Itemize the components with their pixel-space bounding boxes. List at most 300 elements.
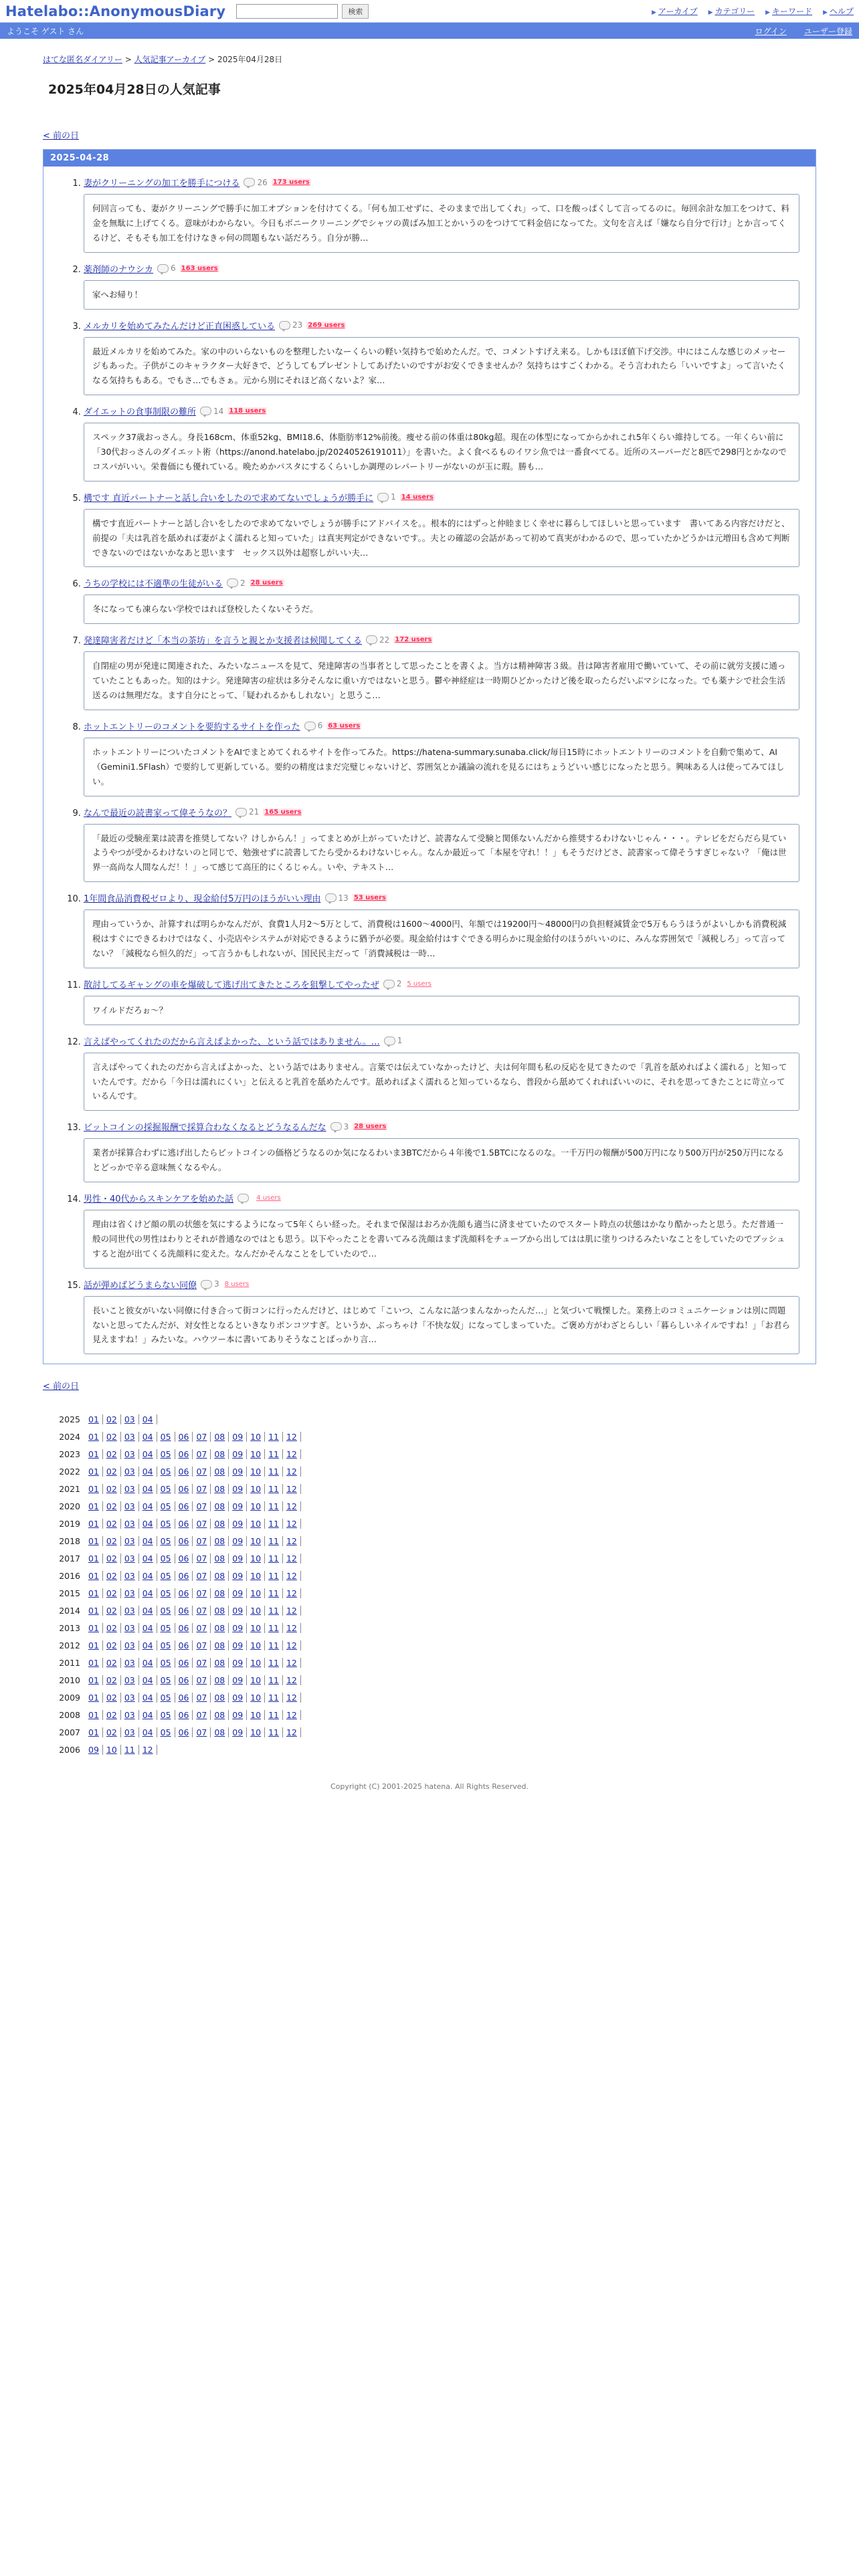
archive-month-link[interactable]: 12 [139, 1745, 157, 1755]
register-link[interactable]: ユーザー登録 [803, 26, 852, 36]
entry-title-link[interactable]: 6. うちの学校には不適準の生徒がいる [84, 579, 223, 590]
archive-month-link[interactable]: 08 [211, 1675, 229, 1685]
archive-month-link[interactable]: 04 [139, 1675, 157, 1685]
archive-month-link[interactable]: 06 [175, 1571, 193, 1581]
archive-month-link[interactable]: 10 [247, 1553, 265, 1564]
comment-count[interactable] [304, 721, 323, 730]
archive-month-link[interactable]: 09 [229, 1501, 247, 1511]
archive-month-link[interactable]: 01 [88, 1484, 103, 1494]
bookmark-users-badge[interactable]: 173 users [272, 179, 310, 186]
entry-head [84, 262, 805, 275]
archive-month-link[interactable]: 09 [229, 1623, 247, 1633]
archive-month-link[interactable]: 08 [211, 1727, 229, 1737]
archive-month-link[interactable]: 12 [283, 1606, 301, 1616]
archive-month-link[interactable]: 05 [157, 1467, 175, 1477]
archive-month-link[interactable]: 03 [121, 1640, 139, 1650]
archive-month-link[interactable]: 03 [121, 1710, 139, 1720]
archive-month-link[interactable]: 09 [229, 1519, 247, 1529]
archive-month-link[interactable]: 01 [88, 1501, 103, 1511]
archive-month-link[interactable]: 04 [139, 1432, 157, 1442]
archive-month-link[interactable]: 09 [229, 1432, 247, 1442]
comment-count[interactable] [200, 407, 223, 416]
bookmark-users-badge[interactable]: 163 users [181, 264, 218, 272]
archive-month-link[interactable]: 03 [121, 1536, 139, 1546]
archive-year: 2019 [59, 1518, 80, 1529]
archive-month-link[interactable]: 12 [283, 1588, 301, 1598]
search-button[interactable]: 検索 [342, 4, 369, 19]
archive-month-link[interactable]: 08 [211, 1553, 229, 1564]
archive-month-link[interactable]: 02 [103, 1571, 121, 1581]
entry-title-link[interactable]: 2. 薬剤師のナウシカ [84, 264, 154, 275]
archive-month-link[interactable]: 11 [265, 1658, 283, 1668]
archive-month-link[interactable]: 12 [283, 1693, 301, 1703]
entry-head [84, 491, 805, 504]
archive-month-link[interactable]: 05 [157, 1693, 175, 1703]
archive-month-link[interactable]: 07 [193, 1693, 211, 1703]
archive-month-link[interactable]: 06 [175, 1693, 193, 1703]
archive-month-link[interactable]: 04 [139, 1536, 157, 1546]
archive-month-link[interactable]: 09 [229, 1606, 247, 1616]
archive-month-link[interactable]: 09 [229, 1640, 247, 1650]
bookmark-users-badge[interactable]: 4 users [256, 1194, 281, 1202]
archive-month-link[interactable]: 01 [88, 1414, 103, 1424]
archive-month-link[interactable]: 05 [157, 1484, 175, 1494]
entry-title-link[interactable]: 3. メルカリを始めてみたんだけど正直困惑している [84, 321, 276, 332]
archive-month-link[interactable]: 06 [175, 1432, 193, 1442]
archive-month-link[interactable]: 08 [211, 1484, 229, 1494]
archive-month-link[interactable]: 10 [247, 1536, 265, 1546]
archive-month-link[interactable]: 11 [265, 1588, 283, 1598]
archive-month-link[interactable]: 01 [88, 1727, 103, 1737]
archive-month-link[interactable]: 11 [265, 1710, 283, 1720]
archive-month-link[interactable]: 05 [157, 1710, 175, 1720]
bookmark-users-badge[interactable]: 28 users [250, 579, 283, 587]
archive-month-link[interactable]: 03 [121, 1553, 139, 1564]
archive-month-link[interactable]: 08 [211, 1588, 229, 1598]
archive-month-link[interactable]: 01 [88, 1519, 103, 1529]
archive-month-link[interactable]: 01 [88, 1658, 103, 1668]
archive-month-link[interactable]: 06 [175, 1588, 193, 1598]
archive-month-link[interactable]: 04 [139, 1484, 157, 1494]
comment-count-value: 26 [257, 177, 268, 187]
archive-month-link[interactable]: 12 [283, 1484, 301, 1494]
archive-month-link[interactable]: 08 [211, 1658, 229, 1668]
archive-month-link[interactable]: 03 [121, 1467, 139, 1477]
entry-title-link[interactable]: 10. 1年間食品消費税ゼロより、現金給付5万円のほうがいい理由 [84, 894, 321, 905]
comment-count[interactable] [330, 1122, 349, 1132]
header-link-category[interactable]: ▶ カテゴリー [708, 7, 755, 16]
archive-month-link[interactable]: 09 [229, 1536, 247, 1546]
archive-month-link[interactable]: 12 [283, 1640, 301, 1650]
archive-month-link[interactable]: 01 [88, 1571, 103, 1581]
bookmark-users-badge[interactable]: 172 users [395, 636, 432, 644]
archive-month-link[interactable]: 11 [265, 1606, 283, 1616]
entry-title-link[interactable]: 1. 妻がクリーニングの加工を勝手につける [84, 179, 240, 189]
archive-month-link[interactable]: 07 [193, 1640, 211, 1650]
archive-month-link[interactable]: 01 [88, 1432, 103, 1442]
comment-count-value: 3 [343, 1121, 349, 1132]
archive-month-link[interactable]: 07 [193, 1536, 211, 1546]
bookmark-users-badge[interactable]: 269 users [308, 321, 345, 329]
archive-month-link[interactable]: 09 [229, 1571, 247, 1581]
archive-month-link[interactable]: 03 [121, 1519, 139, 1529]
bookmark-users-badge[interactable]: 118 users [229, 407, 266, 415]
archive-month-link[interactable]: 11 [265, 1675, 283, 1685]
archive-month-link[interactable]: 04 [139, 1553, 157, 1564]
archive-month-link[interactable]: 06 [175, 1675, 193, 1685]
archive-month-link[interactable]: 03 [121, 1501, 139, 1511]
comment-count[interactable] [377, 492, 396, 502]
archive-month-link[interactable]: 12 [283, 1623, 301, 1633]
entry-snippet: 自閉症の男が発達に関連された、みたいなニュースを見て、発達障害の当事者として思ったことを書くよ。当方は精神障害３級。昔は障害者雇用で働いていて、その前に就労支援に通っていたこともあった。知的はナシ。発達障害の症状は多分そんなに重い方ではないと思う。鬱や神経症は一時期ひどかったけど後を取ったらだいぶマシになった。でも薬ナシで社会生活送るのは無理だな。ます自分にとって、「疑われるかもしれない」と思うこ… [84, 651, 799, 710]
entry-title-link[interactable]: 12. 言えばやってくれたのだから言えばよかった、という話ではありません。… [84, 1037, 380, 1047]
archive-month-link[interactable]: 02 [103, 1519, 121, 1529]
archive-month-link[interactable]: 11 [265, 1536, 283, 1546]
archive-month-link[interactable]: 11 [265, 1571, 283, 1581]
archive-month-link[interactable]: 09 [229, 1727, 247, 1737]
archive-month-link[interactable]: 05 [157, 1449, 175, 1459]
archive-month-link[interactable]: 03 [121, 1675, 139, 1685]
archive-month-link[interactable]: 12 [283, 1727, 301, 1737]
archive-month-link[interactable]: 06 [175, 1467, 193, 1477]
archive-month-link[interactable]: 04 [139, 1414, 157, 1424]
archive-month-link[interactable]: 07 [193, 1571, 211, 1581]
archive-month-link[interactable]: 11 [265, 1727, 283, 1737]
archive-month-link[interactable]: 04 [139, 1571, 157, 1581]
archive-month-link[interactable]: 08 [211, 1710, 229, 1720]
archive-month-link[interactable]: 10 [247, 1727, 265, 1737]
archive-month-link[interactable]: 06 [175, 1640, 193, 1650]
archive-month-link[interactable]: 12 [283, 1519, 301, 1529]
archive-month-link[interactable]: 06 [175, 1536, 193, 1546]
archive-month-link[interactable]: 08 [211, 1623, 229, 1633]
archive-month-link[interactable]: 05 [157, 1658, 175, 1668]
archive-month-link[interactable]: 11 [265, 1640, 283, 1650]
main-content [0, 53, 859, 1791]
archive-month-link[interactable]: 12 [283, 1571, 301, 1581]
day-header: 2025-04-28 [43, 150, 816, 167]
archive-month-link[interactable]: 10 [247, 1693, 265, 1703]
archive-month-link[interactable]: 05 [157, 1606, 175, 1616]
archive-month-link[interactable]: 03 [121, 1658, 139, 1668]
archive-month-link[interactable]: 01 [88, 1693, 103, 1703]
comment-count-value: 22 [379, 635, 390, 645]
archive-month-link[interactable]: 01 [88, 1588, 103, 1598]
archive-month-link[interactable]: 12 [283, 1553, 301, 1564]
comment-count[interactable] [235, 807, 259, 817]
archive-month-link[interactable]: 06 [175, 1606, 193, 1616]
breadcrumb-home[interactable]: はてな匿名ダイアリー [43, 55, 122, 64]
entry-title-link[interactable]: 15. 話が弾めばどうまらない同僚 [84, 1280, 197, 1291]
archive-month-link[interactable]: 01 [88, 1675, 103, 1685]
archive-month-link[interactable]: 05 [157, 1588, 175, 1598]
archive-month-link[interactable]: 10 [247, 1571, 265, 1581]
archive-month-link[interactable]: 01 [88, 1467, 103, 1477]
archive-month-link[interactable]: 06 [175, 1501, 193, 1511]
archive-month-link[interactable]: 08 [211, 1536, 229, 1546]
archive-month-link[interactable]: 02 [103, 1675, 121, 1685]
archive-month-link[interactable]: 07 [193, 1467, 211, 1477]
archive-month-link[interactable]: 03 [121, 1727, 139, 1737]
archive-month-link[interactable]: 10 [247, 1519, 265, 1529]
archive-month-link[interactable]: 04 [139, 1606, 157, 1616]
archive-month-link[interactable]: 07 [193, 1519, 211, 1529]
comment-count[interactable] [325, 893, 349, 903]
archive-month-link[interactable]: 07 [193, 1449, 211, 1459]
archive-month-link[interactable]: 04 [139, 1501, 157, 1511]
archive-month-link[interactable]: 06 [175, 1519, 193, 1529]
archive-month-link[interactable]: 02 [103, 1640, 121, 1650]
archive-month-link[interactable]: 10 [247, 1658, 265, 1668]
archive-year: 2007 [59, 1727, 80, 1737]
entry-title-link[interactable]: 7. 発達障害者だけど「本当の茶坊」を言うと親とか支援者は候聞してくる [84, 636, 363, 647]
archive-month-link[interactable]: 02 [103, 1449, 121, 1459]
archive-month-link[interactable]: 12 [283, 1432, 301, 1442]
archive-month-link[interactable]: 11 [265, 1623, 283, 1633]
archive-month-link[interactable]: 05 [157, 1536, 175, 1546]
header-link-help[interactable]: ▶ ヘルプ [823, 7, 854, 16]
archive-month-link[interactable]: 07 [193, 1658, 211, 1668]
archive-month-link[interactable]: 11 [265, 1449, 283, 1459]
header-link-archive[interactable]: ▶ アーカイブ [652, 7, 698, 16]
archive-year: 2009 [59, 1692, 80, 1703]
archive-month-link[interactable]: 01 [88, 1640, 103, 1650]
archive-month-link[interactable]: 01 [88, 1623, 103, 1633]
prev-day-link[interactable]: < 前の日 [43, 131, 80, 141]
archive-year-row [52, 1636, 816, 1654]
archive-month-link[interactable]: 11 [265, 1553, 283, 1564]
archive-month-link[interactable]: 03 [121, 1432, 139, 1442]
archive-month-link[interactable]: 04 [139, 1693, 157, 1703]
archive-month-link[interactable]: 04 [139, 1449, 157, 1459]
archive-month-link[interactable]: 02 [103, 1658, 121, 1668]
entry-title-link[interactable]: 11. 散討してるギャングの車を爆破して逃げ出てきたところを狙撃してやったぜ [84, 980, 379, 990]
archive-month-link[interactable]: 06 [175, 1449, 193, 1459]
archive-month-link[interactable]: 02 [103, 1693, 121, 1703]
archive-month-link[interactable]: 03 [121, 1449, 139, 1459]
entry-head [84, 576, 805, 589]
comment-count[interactable] [237, 1194, 251, 1202]
archive-month-link[interactable]: 03 [121, 1484, 139, 1494]
archive-month-link[interactable]: 01 [88, 1606, 103, 1616]
archive-month-link[interactable]: 07 [193, 1484, 211, 1494]
archive-month-link[interactable]: 08 [211, 1467, 229, 1477]
archive-month-link[interactable]: 05 [157, 1675, 175, 1685]
archive-month-link[interactable]: 03 [121, 1414, 139, 1424]
archive-month-link[interactable]: 05 [157, 1501, 175, 1511]
archive-month-link[interactable]: 09 [229, 1675, 247, 1685]
entry-title-link[interactable]: 4. ダイエットの食事制限の難所 [84, 407, 196, 418]
archive-month-link[interactable]: 08 [211, 1432, 229, 1442]
archive-month-link[interactable]: 02 [103, 1536, 121, 1546]
entry-head [84, 319, 805, 332]
archive-month-link[interactable]: 01 [88, 1710, 103, 1720]
archive-month-link[interactable]: 12 [283, 1710, 301, 1720]
archive-month-link[interactable]: 07 [193, 1588, 211, 1598]
prev-day-link-bottom[interactable]: < 前の日 [43, 1382, 80, 1392]
archive-month-link[interactable]: 02 [103, 1727, 121, 1737]
archive-month-link[interactable]: 08 [211, 1606, 229, 1616]
archive-month-link[interactable]: 12 [283, 1467, 301, 1477]
comment-count[interactable] [157, 263, 176, 273]
archive-month-link[interactable]: 11 [265, 1484, 283, 1494]
archive-month-link[interactable]: 06 [175, 1710, 193, 1720]
entry-title-link[interactable]: 14. 男性・40代からスキンケアを始めた話 [84, 1194, 234, 1204]
archive-month-link[interactable]: 02 [103, 1467, 121, 1477]
archive-month-link[interactable]: 07 [193, 1606, 211, 1616]
archive-month-link[interactable]: 09 [229, 1658, 247, 1668]
bookmark-users-badge[interactable]: 165 users [264, 808, 302, 816]
archive-month-link[interactable]: 12 [283, 1536, 301, 1546]
archive-month-link[interactable]: 02 [103, 1623, 121, 1633]
archive-month-link[interactable]: 09 [229, 1710, 247, 1720]
archive-month-link[interactable]: 09 [229, 1467, 247, 1477]
archive-month-link[interactable]: 04 [139, 1519, 157, 1529]
archive-month-link[interactable]: 09 [229, 1588, 247, 1598]
archive-month-link[interactable]: 08 [211, 1571, 229, 1581]
comment-count[interactable] [383, 979, 402, 988]
comment-count[interactable] [279, 320, 302, 330]
archive-month-link[interactable]: 07 [193, 1623, 211, 1633]
archive-month-link[interactable]: 10 [247, 1710, 265, 1720]
archive-month-link[interactable]: 11 [265, 1501, 283, 1511]
entry-title-link[interactable]: 8. ホットエントリーのコメントを要約するサイトを作った [84, 722, 300, 732]
bookmark-users-badge[interactable]: 8 users [224, 1280, 250, 1288]
archive-month-link[interactable]: 06 [175, 1727, 193, 1737]
archive-month-link[interactable]: 10 [247, 1588, 265, 1598]
archive-month-link[interactable]: 04 [139, 1658, 157, 1668]
bookmark-users-badge[interactable]: 53 users [353, 894, 386, 902]
archive-month-link[interactable]: 11 [265, 1432, 283, 1442]
archive-month-link[interactable]: 09 [229, 1449, 247, 1459]
archive-month-link[interactable]: 11 [121, 1745, 139, 1755]
archive-year: 2022 [59, 1466, 80, 1477]
archive-month-link[interactable]: 09 [229, 1484, 247, 1494]
archive-month-link[interactable]: 04 [139, 1623, 157, 1633]
archive-month-link[interactable]: 07 [193, 1553, 211, 1564]
archive-month-link[interactable]: 12 [283, 1449, 301, 1459]
archive-month-link[interactable]: 09 [88, 1745, 103, 1755]
archive-month-link[interactable]: 05 [157, 1553, 175, 1564]
archive-month-link[interactable]: 03 [121, 1588, 139, 1598]
archive-month-link[interactable]: 11 [265, 1693, 283, 1703]
archive-month-link[interactable]: 12 [283, 1675, 301, 1685]
archive-month-link[interactable]: 09 [229, 1553, 247, 1564]
archive-month-link[interactable]: 05 [157, 1519, 175, 1529]
archive-month-link[interactable]: 06 [175, 1553, 193, 1564]
archive-month-link[interactable]: 04 [139, 1727, 157, 1737]
site-logo[interactable]: Hatelabo::AnonymousDiary [5, 3, 226, 19]
comment-count[interactable] [227, 578, 246, 588]
comment-count-value: 13 [338, 893, 349, 903]
archive-month-link[interactable]: 03 [121, 1606, 139, 1616]
archive-month-link[interactable]: 10 [247, 1606, 265, 1616]
archive-month-link[interactable]: 08 [211, 1693, 229, 1703]
archive-year: 2017 [59, 1553, 80, 1564]
archive-month-link[interactable]: 10 [247, 1432, 265, 1442]
archive-month-link[interactable]: 10 [247, 1501, 265, 1511]
archive-month-link[interactable]: 08 [211, 1449, 229, 1459]
bookmark-users-badge[interactable]: 63 users [328, 722, 361, 730]
comment-count[interactable] [201, 1279, 219, 1289]
archive-month-link[interactable]: 10 [247, 1675, 265, 1685]
archive-month-link[interactable]: 07 [193, 1501, 211, 1511]
archive-month-link[interactable]: 03 [121, 1623, 139, 1633]
comment-count[interactable] [384, 1036, 403, 1045]
archive-month-link[interactable]: 10 [103, 1745, 121, 1755]
archive-month-link[interactable]: 10 [247, 1484, 265, 1494]
archive-month-link[interactable]: 07 [193, 1432, 211, 1442]
archive-month-link[interactable]: 06 [175, 1484, 193, 1494]
search-input[interactable] [236, 4, 338, 19]
archive-month-link[interactable]: 05 [157, 1571, 175, 1581]
archive-month-link[interactable]: 10 [247, 1623, 265, 1633]
archive-month-link[interactable]: 05 [157, 1623, 175, 1633]
archive-month-link[interactable]: 11 [265, 1519, 283, 1529]
archive-month-link[interactable]: 02 [103, 1553, 121, 1564]
archive-month-link[interactable]: 04 [139, 1640, 157, 1650]
archive-month-link[interactable]: 07 [193, 1710, 211, 1720]
archive-month-link[interactable]: 08 [211, 1501, 229, 1511]
archive-month-link[interactable]: 10 [247, 1640, 265, 1650]
archive-month-link[interactable]: 10 [247, 1449, 265, 1459]
archive-month-link[interactable]: 08 [211, 1640, 229, 1650]
archive-month-link[interactable]: 04 [139, 1588, 157, 1598]
archive-month-link[interactable]: 10 [247, 1467, 265, 1477]
archive-month-link[interactable]: 05 [157, 1432, 175, 1442]
archive-month-link[interactable]: 02 [103, 1606, 121, 1616]
comment-count[interactable] [366, 635, 389, 645]
entry-title-link[interactable]: 13. ビットコインの採掘報酬で採算合わなくなるとどうなるんだな [84, 1123, 326, 1134]
bookmark-users-badge[interactable]: 14 users [401, 493, 434, 501]
triangle-icon: ▶ [652, 9, 656, 16]
entry-title-link[interactable]: 9. なんで最近の読書家って偉そうなの？ [84, 808, 232, 819]
archive-month-link[interactable]: 11 [265, 1467, 283, 1477]
archive-month-link[interactable]: 12 [283, 1658, 301, 1668]
archive-month-link[interactable]: 01 [88, 1536, 103, 1546]
archive-month-link[interactable]: 05 [157, 1727, 175, 1737]
archive-month-link[interactable]: 03 [121, 1693, 139, 1703]
bookmark-users-badge[interactable]: 5 users [407, 980, 432, 988]
archive-month-link[interactable]: 06 [175, 1658, 193, 1668]
archive-month-link[interactable]: 05 [157, 1640, 175, 1650]
archive-month-link[interactable]: 02 [103, 1484, 121, 1494]
archive-month-link[interactable]: 09 [229, 1693, 247, 1703]
header-link-keyword[interactable]: ▶ キーワード [765, 7, 813, 16]
comment-count[interactable] [244, 178, 267, 187]
archive-month-link[interactable]: 03 [121, 1571, 139, 1581]
breadcrumb-archive[interactable]: 人気記事アーカイブ [134, 55, 206, 64]
archive-month-link[interactable]: 04 [139, 1467, 157, 1477]
archive-month-link[interactable]: 01 [88, 1553, 103, 1564]
entry-title-link[interactable]: 5. 構です 直近パートナーと話し合いをしたので求めてないでしょうが勝手に [84, 493, 374, 504]
login-link[interactable]: ログイン [755, 26, 787, 36]
archive-month-link[interactable]: 06 [175, 1623, 193, 1633]
archive-month-link[interactable]: 01 [88, 1449, 103, 1459]
archive-month-link[interactable]: 07 [193, 1675, 211, 1685]
archive-month-link[interactable]: 02 [103, 1414, 121, 1424]
archive-month-link[interactable]: 02 [103, 1710, 121, 1720]
archive-month-link[interactable]: 12 [283, 1501, 301, 1511]
archive-month-link[interactable]: 08 [211, 1519, 229, 1529]
bookmark-users-badge[interactable]: 28 users [354, 1123, 387, 1131]
archive-year-row [52, 1654, 816, 1671]
archive-month-link[interactable]: 04 [139, 1710, 157, 1720]
archive-month-link[interactable]: 02 [103, 1432, 121, 1442]
archive-month-link[interactable]: 07 [193, 1727, 211, 1737]
archive-month-link[interactable]: 02 [103, 1501, 121, 1511]
archive-month-link[interactable]: 02 [103, 1588, 121, 1598]
